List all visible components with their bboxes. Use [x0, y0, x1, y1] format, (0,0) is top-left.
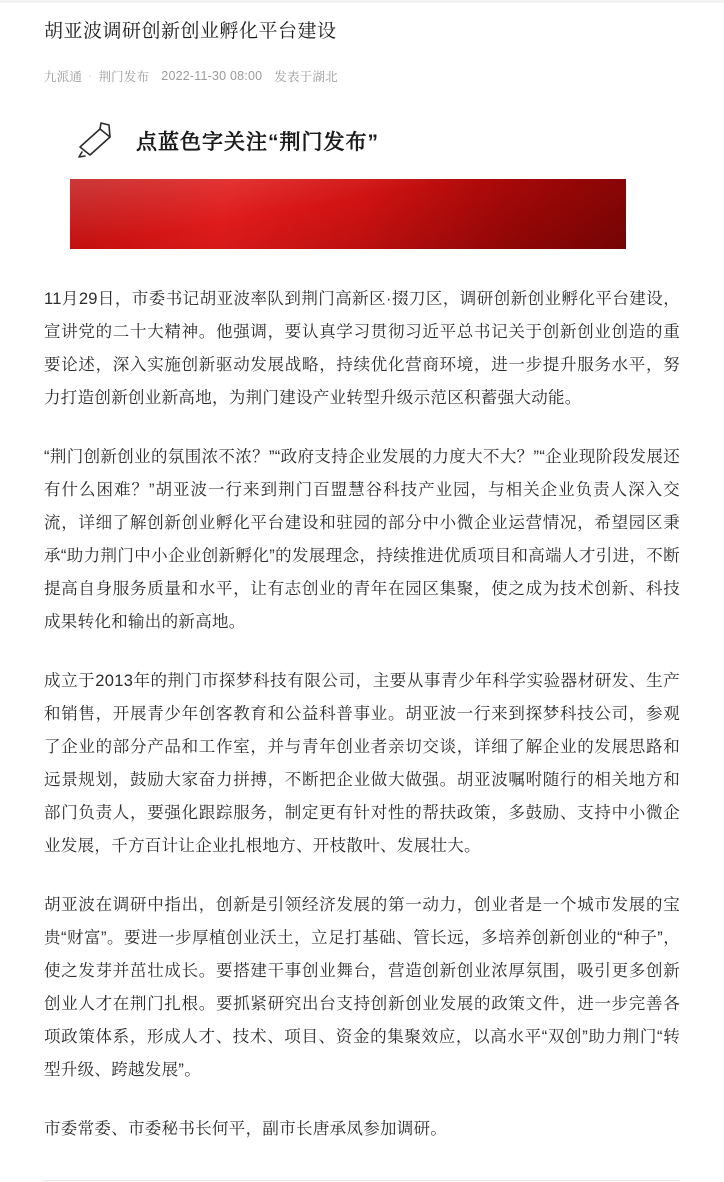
meta-source: 九派通: [44, 69, 83, 84]
meta-timestamp: 2022-11-30 08:00: [161, 68, 263, 83]
article-paragraph: 成立于2013年的荆门市探梦科技有限公司，主要从事青少年科学实验器材研发、生产和销售，开展青少年创客教育和公益科普事业。胡亚波一行来到探梦科技公司，参观了企业的部分产品和工作室，并与青年创业者亲切交谈，详细了解企业的发展思路和远景规划，鼓励大家奋力拼搏，不断把企业做大做强。胡亚波嘱咐随行的相关地方和部门负责人，要强化跟踪服务，制定更有针对性的帮扶政策，多鼓励、支持中小微企业发展，千方百计让企业扎根地方、开枝散叶、发展壮大。: [44, 671, 680, 855]
follow-callout: [44, 119, 680, 163]
article-paragraph: 胡亚波在调研中指出，创新是引领经济发展的第一动力，创业者是一个城市发展的宝贵“财富”。要进一步厚植创业沃土，立足打基础、管长远，多培养创新创业的“种子”，使之发芽并茁壮成长。要搭建干事创业舞台，营造创新创业浓厚氛围，吸引更多创新创业人才在荆门扎根。要抓紧研究出台支持创新创业发展的政策文件，进一步完善各项政策体系，形成人才、技术、项目、资金的集聚效应，以高水平“双创”助力荆门“转型升级、跨越发展”。: [44, 895, 680, 1079]
hero-banner-image: [70, 179, 626, 249]
meta-account[interactable]: 荆门发布: [98, 69, 150, 84]
arrow-pointer-icon: [70, 119, 124, 163]
meta-separator: ·: [88, 68, 93, 83]
page-title: 胡亚波调研创新创业孵化平台建设: [44, 21, 337, 42]
article-paragraph: 11月29日，市委书记胡亚波率队到荆门高新区·掇刀区，调研创新创业孵化平台建设，宣讲党的二十大精神。他强调，要认真学习贯彻习近平总书记关于创新创业创造的重要论述，深入实施创新驱动发展战略，持续优化营商环境，进一步提升服务水平，努力打造创新创业新高地，为荆门建设产业转型升级示范区积蓄强大动能。: [44, 289, 680, 407]
top-divider: [0, 0, 724, 3]
article-paragraph: 市委常委、市委秘书长何平，副市长唐承凤参加调研。: [44, 1119, 448, 1138]
follow-callout-text: 点蓝色字关注“荆门发布”: [136, 130, 379, 154]
meta-location: 发表于湖北: [274, 69, 338, 84]
article-body: [44, 283, 680, 1146]
article-meta: [44, 67, 680, 85]
article-paragraph: “荆门创新创业的氛围浓不浓？”“政府支持企业发展的力度大不大？”“企业现阶段发展还有什么困难？”胡亚波一行来到荆门百盟慧谷科技产业园，与相关企业负责人深入交流，详细了解创新创业孵化平台建设和驻园的部分中小微企业运营情况，希望园区秉承“助力荆门中小企业创新孵化”的发展理念，持续推进优质项目和高端人才引进，不断提高自身服务质量和水平，让有志创业的青年在园区集聚，使之成为技术创新、科技成果转化和输出的新高地。: [44, 447, 680, 631]
bottom-divider: [44, 1180, 680, 1182]
